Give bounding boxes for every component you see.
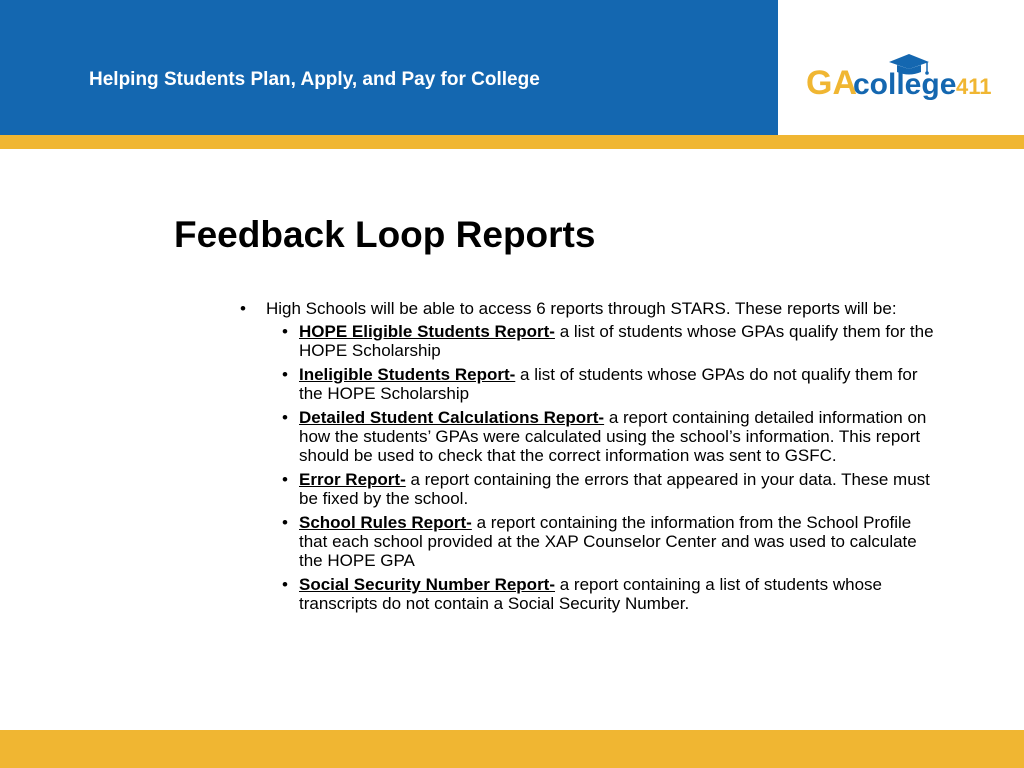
report-description: a report containing the errors that appeared in your data. These must be fixed by the school. xyxy=(299,470,930,508)
report-item-hope-eligible xyxy=(240,322,940,360)
logo-area xyxy=(778,0,1024,135)
header-band xyxy=(0,0,778,135)
slide-title: Feedback Loop Reports xyxy=(174,214,596,255)
slide-content xyxy=(240,299,940,618)
report-name: Ineligible Students Report- xyxy=(299,365,516,384)
bullet-marker: • xyxy=(282,575,288,594)
bullet-marker: • xyxy=(282,408,288,427)
report-name: Error Report- xyxy=(299,470,406,489)
logo-411: 411 xyxy=(956,74,992,99)
report-description: a report containing detailed information on how the students’ GPAs were calculated using the school’s information. This report should be used to check that the correct information was sent to GSFC. xyxy=(299,408,927,465)
report-item-ssn xyxy=(240,575,940,613)
bullet-marker: • xyxy=(282,470,288,489)
report-description: a list of students whose GPAs do not qualify them for the HOPE Scholarship xyxy=(299,365,918,403)
bullet-marker: • xyxy=(282,365,288,384)
report-description: a report containing the information from the School Profile that each school provided at the XAP Counselor Center and was used to calculate the HOPE GPA xyxy=(299,513,917,570)
logo-ga: GA xyxy=(806,64,857,102)
intro-text: High Schools will be able to access 6 reports through STARS. These reports will be: xyxy=(266,299,897,318)
report-name: School Rules Report- xyxy=(299,513,472,532)
intro-bullet xyxy=(240,299,940,318)
report-name: HOPE Eligible Students Report- xyxy=(299,322,555,341)
report-name: Social Security Number Report- xyxy=(299,575,556,594)
logo-college: college xyxy=(853,68,957,101)
report-description: a report containing a list of students whose transcripts do not contain a Social Security Number. xyxy=(299,575,882,613)
gacollege411-logo xyxy=(806,52,996,104)
report-item-error xyxy=(240,470,940,508)
bullet-marker: • xyxy=(240,299,246,318)
report-item-ineligible xyxy=(240,365,940,403)
report-name: Detailed Student Calculations Report- xyxy=(299,408,605,427)
top-accent-bar xyxy=(0,135,1024,149)
bullet-marker: • xyxy=(282,513,288,532)
report-item-detailed-calculations xyxy=(240,408,940,465)
report-item-school-rules xyxy=(240,513,940,570)
bottom-accent-bar xyxy=(0,730,1024,768)
report-list xyxy=(240,322,940,613)
header-title: Helping Students Plan, Apply, and Pay for College xyxy=(89,69,540,90)
report-description: a list of students whose GPAs qualify them for the HOPE Scholarship xyxy=(299,322,934,360)
bullet-marker: • xyxy=(282,322,288,341)
